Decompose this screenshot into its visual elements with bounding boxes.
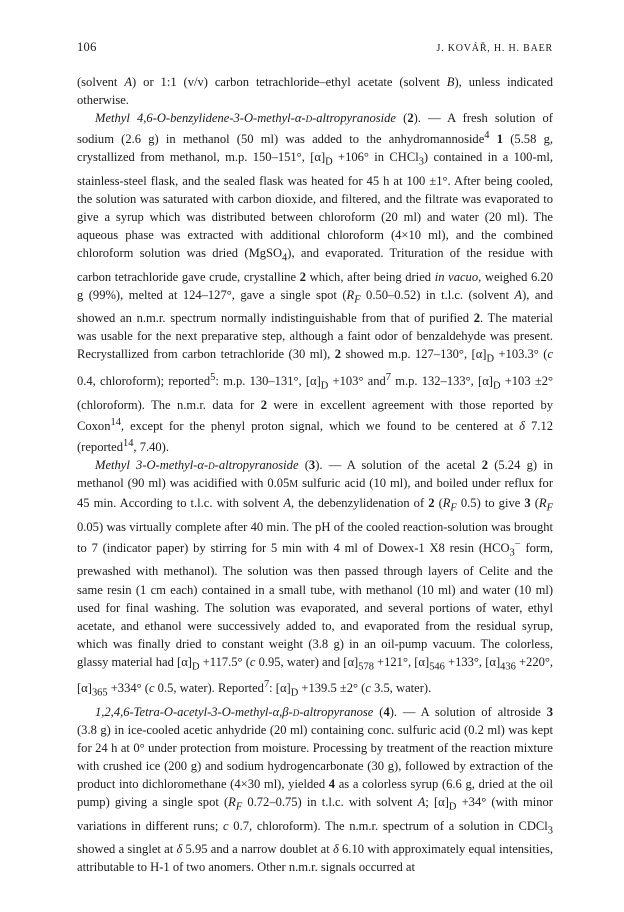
page-number: 106 <box>77 40 97 54</box>
paragraph-continuation: (solvent A) or 1:1 (v/v) carbon tetrachloride–ethyl acetate (solvent B), unless indicated otherwise. <box>77 75 554 108</box>
running-head-authors: J. KOVÁŘ, H. H. BAER <box>436 43 553 54</box>
paragraph-compound-4: 1,2,4,6-Tetra-O-acetyl-3-O-methyl-α,β-d-altropyranose (4). — A solution of altroside 3 (3.8 g) in ice-cooled acetic anhydride (20 ml) containing conc. sulfuric acid (0.2 ml) was kept for 24 h at 0° under protection from moisture. Processing by treatment of the reaction mixture with crushed ice (200 g) and sodium hydrogencarbonate (30 g), followed by extraction of the product into dichloromethane (4×30 ml), yielded 4 as a colorless syrup (6.6 g, dried at the oil pump) giving a single spot ($R_F$ 0.72–0.75) in t.l.c. with solvent A; $[\alpha]_D +34^\circ$ (with minor variations in different runs; c 0.7, chloroform). The n.m.r. spectrum of a solution in CDCl$_3$ showed a singlet at δ 5.95 and a narrow doublet at δ 6.10 with approximately equal intensities, attributable to H-1 of two anomers. Other n.m.r. signals occurred at <box>77 704 553 875</box>
article-body <box>77 73 553 876</box>
paragraph-compound-2: Methyl 4,6-O-benzylidene-3-O-methyl-α-d-altropyranoside (2). — A fresh solution of sodium (2.6 g) in methanol (50 ml) was added to the anhydromannoside$^4$ 1 (5.58 g, crystallized from methanol, m.p. 150–151°, $[\alpha]_D +106^\circ$ in CHCl$_3$) contained in a 100-ml, stainless-steel flask, and the sealed flask was heated for 45 h at 100 ±1°. After being cooled, the solution was saturated with carbon dioxide, and filtered, and the filtrate was evaporated to give a syrup which was distributed between chloroform (20 ml) and water (20 ml). The aqueous phase was extracted with additional chloroform (4×10 ml), and the combined chloroform solution was dried (MgSO$_4$), and evaporated. Trituration of the residue with carbon tetrachloride gave crude, crystalline 2 which, after being dried in vacuo, weighed 6.20 g (99%), melted at 124–127°, gave a single spot ($R_F$ 0.50–0.52) in t.l.c. (solvent A), and showed an n.m.r. spectrum normally indistinguishable from that of purified 2. The material was usable for the next preparative step, although a faint odor of benzaldehyde was present. Recrystallized from carbon tetrachloride (30 ml), 2 showed m.p. 127–130°, $[\alpha]_D +103.3^\circ$ (c 0.4, chloroform); reported$^5$: m.p. 130–131°, $[\alpha]_D +103^\circ$ and$^7$ m.p. 132–133°, $[\alpha]_D +103 \pm 2^\circ$ (chloroform). The n.m.r. data for 2 were in excellent agreement with those reported by Coxon$^{14}$, except for the phenyl proton signal, which we found to be centered at δ 7.12 (reported$^{14}$, 7.40). <box>77 111 554 455</box>
running-head <box>77 40 553 60</box>
journal-page <box>77 40 553 876</box>
paragraph-compound-3: Methyl 3-O-methyl-α-d-altropyranoside (3). — A solution of the acetal 2 (5.24 g) in methanol (90 ml) was acidified with 0.05M sulfuric acid (10 ml), and boiled under reflux for 45 min. According to t.l.c. with solvent A, the debenzylidenation of 2 ($R_F$ 0.5) to give 3 ($R_F$ 0.05) was virtually complete after 40 min. The pH of the cooled reaction-solution was brought to 7 (indicator paper) by stirring for 5 min with 4 ml of Dowex-1 X8 resin ($HCO_3^-$ form, prewashed with methanol). The solution was then passed through layers of Celite and the same resin (1 cm each) contained in a small tube, with methanol (10 ml) and water (10 ml) used for final washing. The solution was evaporated, and several portions of water, ethyl acetate, and ethanol were successively added to, and evaporated from the residual syrup, which was finally dried to constant weight (3.8 g) in an oil-pump vacuum. The colorless, glassy material had $[\alpha]_D +117.5^\circ$ (c 0.95, water) and $[\alpha]_{578} +121^\circ$, $[\alpha]_{546} +133^\circ$, $[\alpha]_{436} +220^\circ$, $[\alpha]_{365} +334^\circ$ (c 0.5, water). Reported$^7$: $[\alpha]_D +139.5 \pm 2^\circ$ (c 3.5, water). <box>77 458 554 699</box>
